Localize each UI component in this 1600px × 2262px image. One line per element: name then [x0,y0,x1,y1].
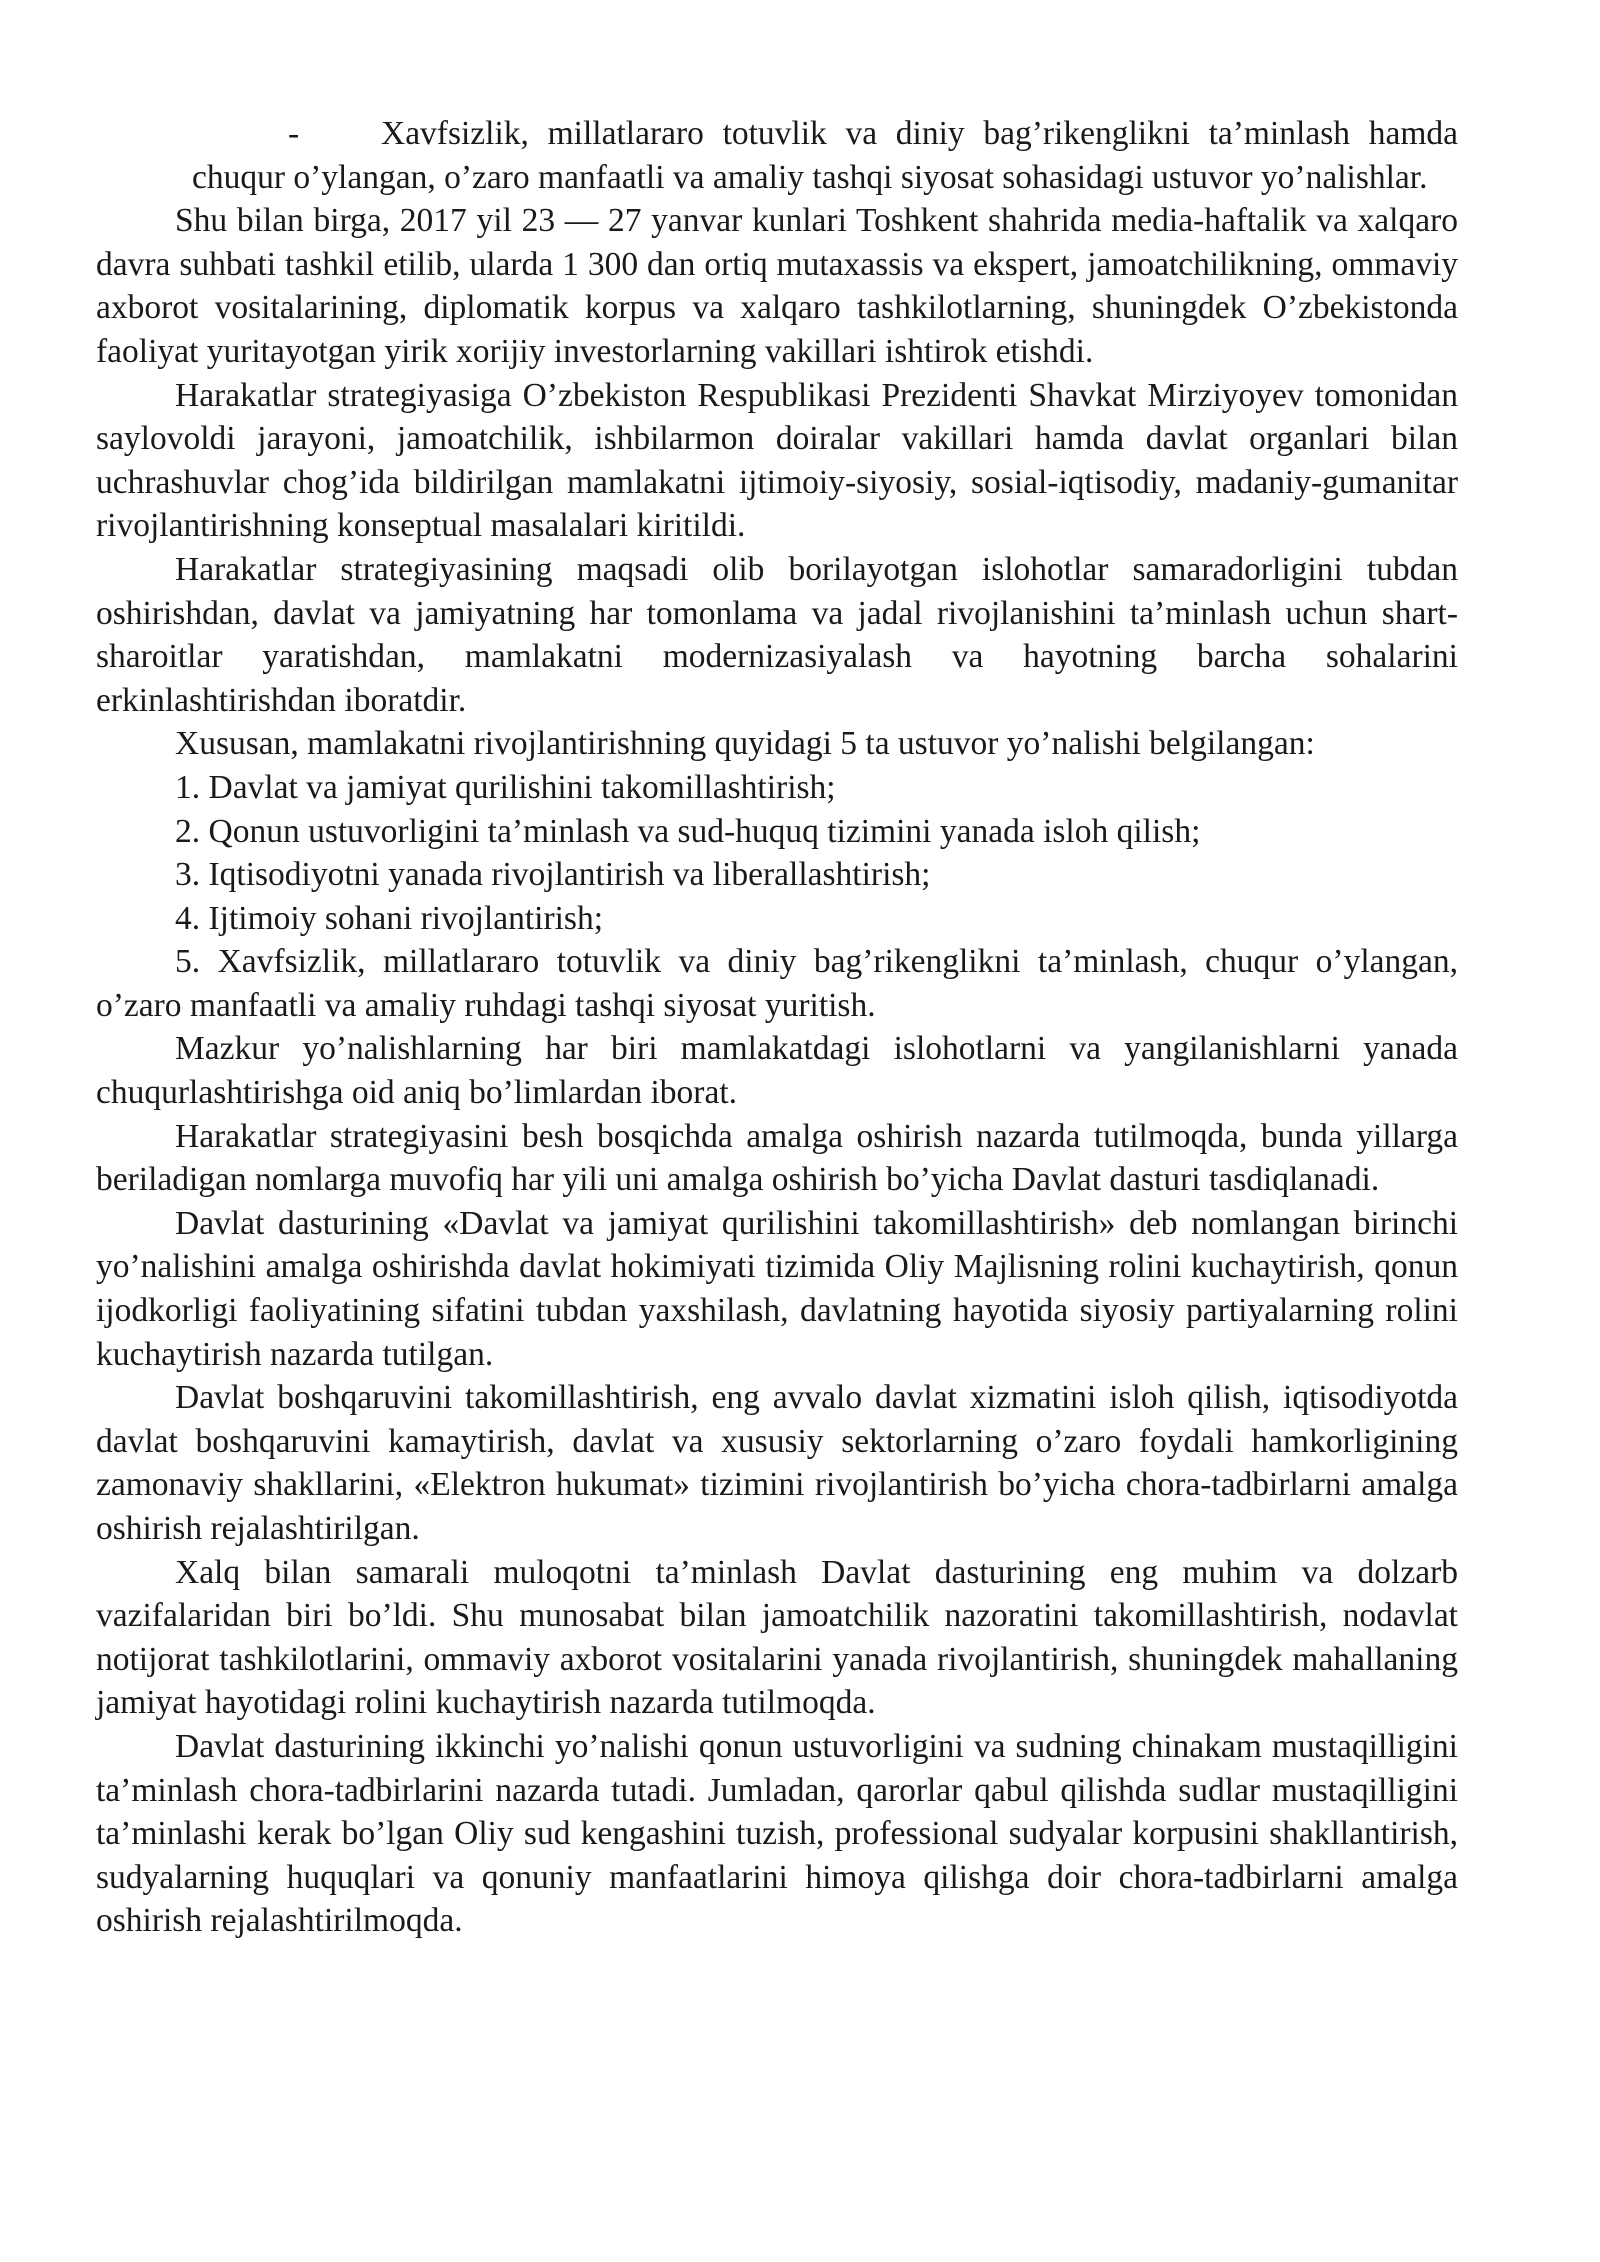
bullet-text: Xavfsizlik, millatlararo totuvlik va diniy bag’rikenglikni ta’minlash hamda chuqur o’ylangan, o’zaro manfaatli va amaliy tashqi siyosat sohasidagi ustuvor yo’nalishlar. [192,115,1458,196]
document-page [96,112,1458,1943]
list-item-5: 5. Xavfsizlik, millatlararo totuvlik va diniy bag’rikenglikni ta’minlash, chuqur o’ylangan, o’zaro manfaatli va amaliy ruhdagi tashqi siyosat yuritish. [96,943,1458,1024]
paragraph-strategy-inputs: Harakatlar strategiyasiga O’zbekiston Respublikasi Prezidenti Shavkat Mirziyoyev tomonidan saylovoldi jarayoni, jamoatchilik, ishbilarmon doiralar vakillari hamda davlat organlari bilan uchrashuvlar chog’ida bildirilgan mamlakatni ijtimoiy-siyosiy, sosial-iqtisodiy, madaniy-gumanitar rivojlantirishning konseptual masalalari kiritildi. [96,376,1458,545]
paragraph-media-week: Shu bilan birga, 2017 yil 23 — 27 yanvar kunlari Toshkent shahrida media-haftalik va xalqaro davra suhbati tashkil etilib, ularda 1 300 dan ortiq mutaxassis va ekspert, jamoatchilikning, ommaviy axborot vositalarining, diplomatik korpus va xalqaro tashkilotlarning, shuningdek O’zbekistonda faoliyat yuritayotgan yirik xorijiy investorlarning vakillari ishtirok etishdi. [96,202,1458,370]
paragraph-five-stages: Harakatlar strategiyasini besh bosqichda amalga oshirish nazarda tutilmoqda, bunda yillarga beriladigan nomlarga muvofiq har yili uni amalga oshirish bo’yicha Davlat dasturi tasdiqlanadi. [96,1117,1458,1199]
list-item-4: 4. Ijtimoiy sohani rivojlantirish; [175,899,604,937]
paragraph-second-direction: Davlat dasturining ikkinchi yo’nalishi qonun ustuvorligini va sudning chinakam mustaqilligini ta’minlash chora-tadbirlarini nazarda tutadi. Jumladan, qarorlar qabul qilishda sudlar mustaqilligini ta’minlashi kerak bo’lgan Oliy sud kengashini tuzish, professional sudyalar korpusini shakllantirish, sudyalarning huquqlari va qonuniy manfaatlarini himoya qilishga doir chora-tadbirlarni amalga oshirish rejalashtirilmoqda. [96,1727,1458,1940]
list-item-2: 2. Qonun ustuvorligini ta’minlash va sud-huquq tizimini yanada isloh qilish; [175,812,1201,850]
paragraph-strategy-goal: Harakatlar strategiyasining maqsadi olib borilayotgan islohotlar samaradorligini tubdan oshirishdan, davlat va jamiyatning har tomonlama va jadal rivojlanishini ta’minlash uchun shart-sharoitlar yaratishdan, mamlakatni modernizasiyalash va hayotning barcha sohalarini erkinlashtirishdan iboratdir. [96,550,1458,719]
paragraph-dialogue: Xalq bilan samarali muloqotni ta’minlash Davlat dasturining eng muhim va dolzarb vazifalaridan biri bo’ldi. Shu munosabat bilan jamoatchilik nazoratini takomillashtirish, nodavlat notijorat tashkilotlarini, ommaviy axborot vositalarini yanada rivojlantirish, shuningdek mahallaning jamiyat hayotidagi rolini kuchaytirish nazarda tutilmoqda. [96,1553,1458,1722]
paragraph-directions-detail: Mazkur yo’nalishlarning har biri mamlakatdagi islohotlarni va yangilanishlarni yanada chuqurlashtirishga oid aniq bo’limlardan iborat. [96,1030,1458,1112]
paragraph-public-administration: Davlat boshqaruvini takomillashtirish, eng avvalo davlat xizmatini isloh qilish, iqtisodiyotda davlat boshqaruvini kamaytirish, davlat va xususiy sektorlarning o’zaro foydali hamkorligining zamonaviy shakllarini, «Elektron hukumat» tizimini rivojlantirish bo’yicha chora-tadbirlarni amalga oshirish rejalashtirilgan. [96,1379,1458,1547]
bullet-marker: - [288,115,300,152]
paragraph-priorities-intro: Xususan, mamlakatni rivojlantirishning quyidagi 5 ta ustuvor yo’nalishi belgilangan: [175,725,1315,763]
list-item-1: 1. Davlat va jamiyat qurilishini takomillashtirish; [175,768,836,806]
bullet-item [192,112,1458,199]
paragraph-first-direction: Davlat dasturining «Davlat va jamiyat qurilishini takomillashtirish» deb nomlangan birinchi yo’nalishini amalga oshirishda davlat hokimiyati tizimida Oliy Majlisning rolini kuchaytirish, qonun ijodkorligi faoliyatining sifatini tubdan yaxshilash, davlatning hayotida siyosiy partiyalarning rolini kuchaytirish nazarda tutilgan. [96,1204,1458,1373]
list-item-3: 3. Iqtisodiyotni yanada rivojlantirish va liberallashtirish; [175,856,931,894]
